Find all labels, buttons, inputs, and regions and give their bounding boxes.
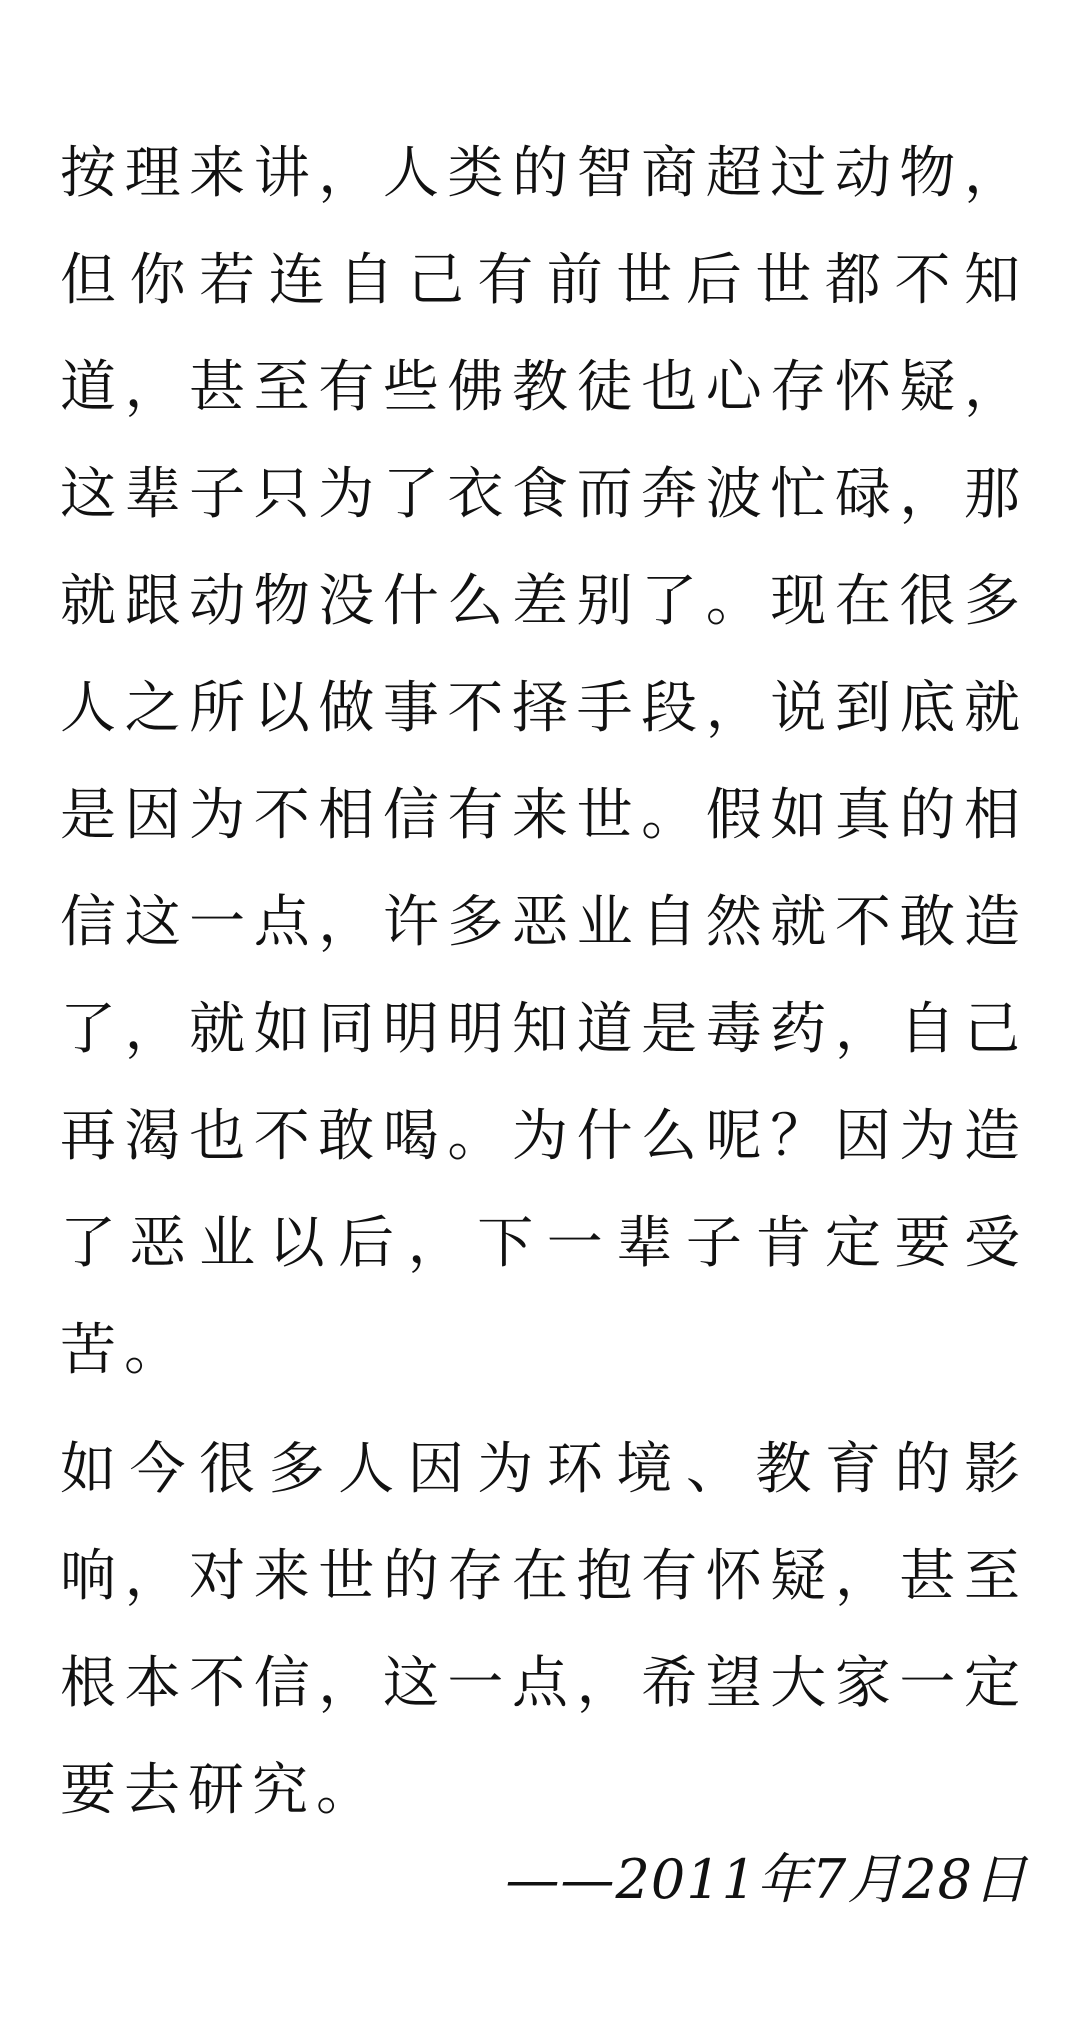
paragraph-1: 按理来讲，人类的智商超过动物，但你若连自己有前世后世都不知道，甚至有些佛教徒也心存怀疑，这辈子只为了衣食而奔波忙碌，那就跟动物没什么差别了。现在很多人之所以做事不择手段，说到底就是因为不相信有来世。假如真的相信这一点，许多恶业自然就不敢造了，就如同明明知道是毒药，自己再渴也不敢喝。为什么呢？因为造了恶业以后，下一辈子肯定要受苦。 [60,141,1028,1383]
date-signature: ——2011年7月28日 [505,1848,1028,1911]
article-body [60,120,1028,1844]
paragraph-2: 如今很多人因为环境、教育的影响，对来世的存在抱有怀疑，甚至根本不信，这一点，希望大家一定要去研究。 [60,1437,1028,1823]
